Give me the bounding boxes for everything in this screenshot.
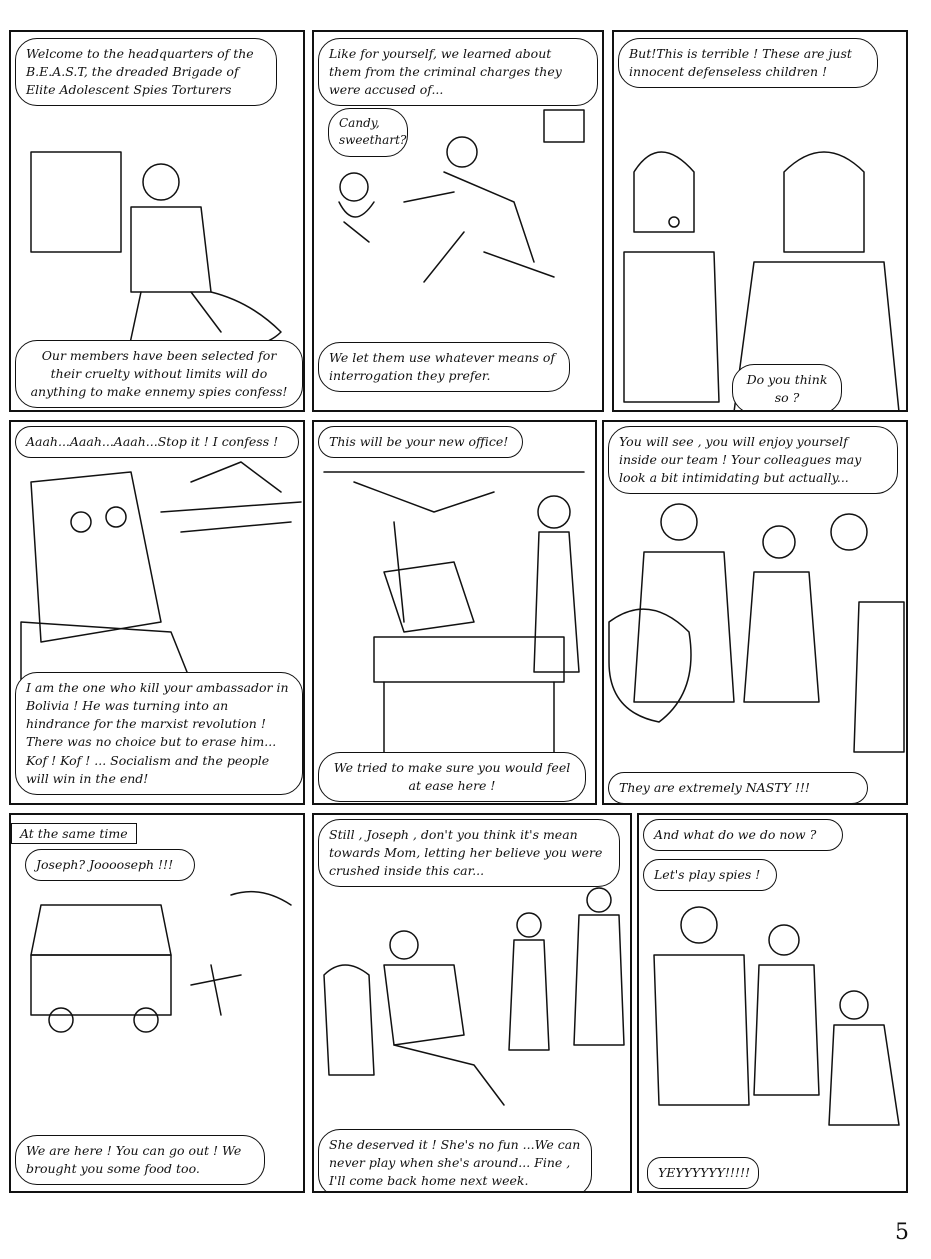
panel-4 [9,420,305,805]
speech-bubble: Our members have been selected for their cruelty without limits will do anything to make ennemy spies confess! [15,340,303,408]
speech-bubble: And what do we do now ? [643,819,843,851]
page-number: 5 [895,1220,909,1245]
panel-2 [312,30,604,412]
speech-bubble: Aaah...Aaah...Aaah...Stop it ! I confess ! [15,426,299,458]
panel-5 [312,420,597,805]
speech-bubble: You will see , you will enjoy yourself inside our team ! Your colleagues may look a bit intimidating but actually... [608,426,898,494]
panel-3-drawing [614,32,908,412]
panel-5-drawing [314,422,597,805]
speech-bubble: They are extremely NASTY !!! [608,772,868,804]
panel-9 [637,813,908,1193]
panel-6 [602,420,908,805]
speech-bubble: We let them use whatever means of interrogation they prefer. [318,342,570,392]
speech-bubble: She deserved it ! She's no fun ...We can never play when she's around... Fine , I'll come back home next week. [318,1129,592,1193]
panel-1 [9,30,305,412]
speech-bubble: I am the one who kill your ambassador in Bolivia ! He was turning into an hindrance for the marxist revolution ! There was no choice but to erase him... Kof ! Kof ! ... Socialism and the people will win in the end! [15,672,303,795]
speech-bubble: Like for yourself, we learned about them from the criminal charges they were accused of... [318,38,598,106]
speech-bubble: This will be your new office! [318,426,523,458]
speech-bubble: Candy, sweethart? [328,108,408,157]
speech-bubble: Do you think so ? [732,364,842,412]
speech-bubble: Joseph? Jooooseph !!! [25,849,195,881]
panel-8 [312,813,632,1193]
speech-bubble: But!This is terrible ! These are just innocent defenseless children ! [618,38,878,88]
speech-bubble: Welcome to the headquarters of the B.E.A.S.T, the dreaded Brigade of Elite Adolescent Spies Torturers [15,38,277,106]
panel-7 [9,813,305,1193]
caption-box: At the same time [11,823,137,844]
speech-bubble: Let's play spies ! [643,859,777,891]
speech-bubble: We are here ! You can go out ! We brought you some food too. [15,1135,265,1185]
speech-bubble: Still , Joseph , don't you think it's mean towards Mom, letting her believe you were crushed inside this car... [318,819,620,887]
panel-3 [612,30,908,412]
speech-bubble: YEYYYYYY!!!!! [647,1157,759,1189]
speech-bubble: We tried to make sure you would feel at ease here ! [318,752,586,802]
